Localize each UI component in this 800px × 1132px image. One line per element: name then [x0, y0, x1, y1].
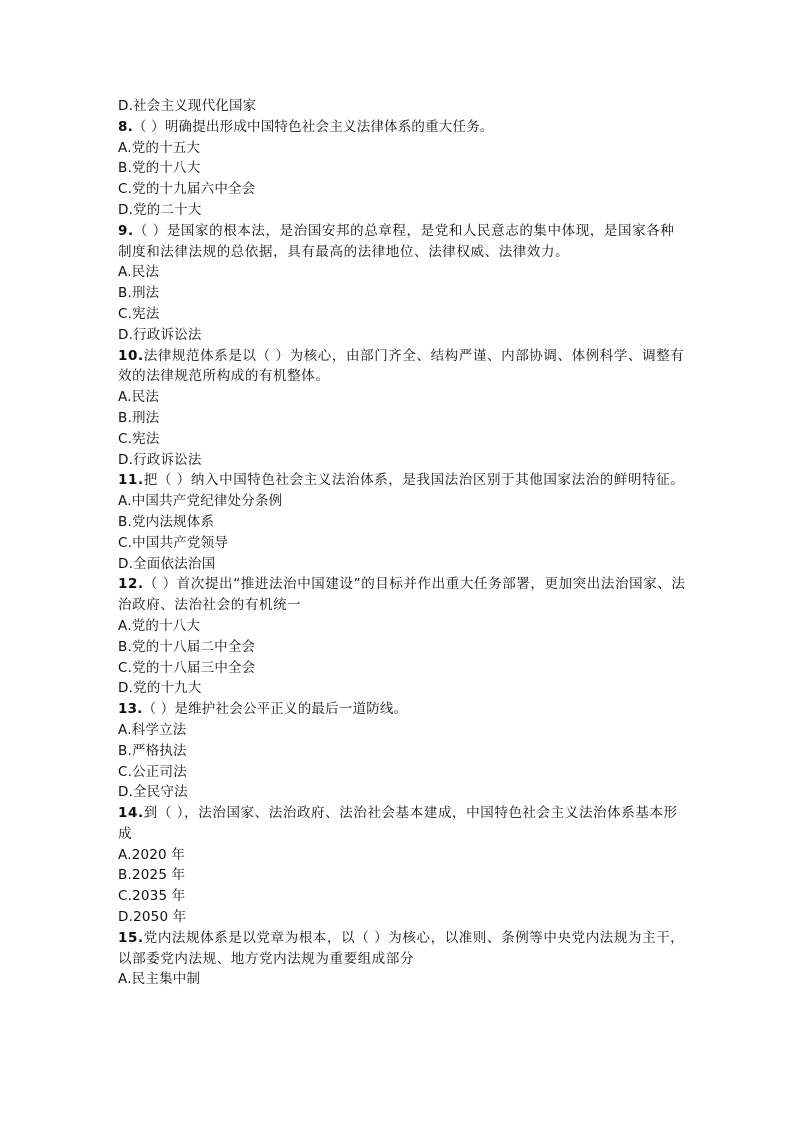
question-line — [118, 221, 688, 263]
option-line: D.行政诉讼法 — [118, 451, 202, 468]
question-line — [118, 928, 688, 970]
question-number: 12. — [118, 576, 144, 593]
option-line: B.刑法 — [118, 409, 160, 426]
option-line: D.行政诉讼法 — [118, 326, 202, 343]
option-line: D.社会主义现代化国家 — [118, 98, 257, 114]
question-number: 13. — [118, 701, 143, 718]
option-line: A.民法 — [118, 389, 160, 406]
option-line: C.宪法 — [118, 430, 160, 447]
option-line: C.2035 年 — [118, 888, 186, 905]
question-text: （ ）是维护社会公平正义的最后一道防线。 — [142, 701, 408, 718]
question-line — [118, 470, 688, 491]
question-text: （ ）明确提出形成中国特色社会主义法律体系的重大任务。 — [132, 118, 494, 135]
option-line: B.党内法规体系 — [118, 513, 215, 530]
option-line: A.民法 — [118, 264, 160, 281]
question-line — [118, 699, 688, 720]
question-text: 把（ ）纳入中国特色社会主义法治体系，是我国法治区别于其他国家法治的鲜明特征。 — [143, 472, 685, 489]
question-number: 10. — [118, 347, 144, 364]
option-line: C.党的十八届三中全会 — [118, 659, 256, 676]
question-number: 11. — [118, 472, 144, 489]
question-number: 14. — [118, 805, 144, 822]
question-line — [118, 574, 688, 616]
option-line: B.严格执法 — [118, 742, 187, 759]
option-line: C.党的十九届六中全会 — [118, 181, 256, 198]
question-number: 8. — [118, 118, 133, 135]
option-line: A.2020 年 — [118, 846, 186, 863]
option-line: C.宪法 — [118, 305, 160, 322]
question-number: 9. — [118, 222, 134, 239]
question-text: 到（ ），法治国家、法治政府、法治社会基本建成，中国特色社会主义法治体系基本形成 — [118, 805, 678, 842]
question-line — [118, 803, 688, 845]
option-line: D.党的二十大 — [118, 201, 202, 218]
option-line: D.全面依法治国 — [118, 555, 216, 572]
question-text: 法律规范体系是以（ ）为核心，由部门齐全、结构严谨、内部协调、体例科学、调整有效的法律规范所构成的有机整体。 — [118, 347, 685, 385]
option-line: A.民主集中制 — [118, 971, 201, 988]
option-line: D.全民守法 — [118, 784, 188, 801]
option-line: B.2025 年 — [118, 867, 186, 884]
question-text: 党内法规体系是以党章为根本，以（ ）为核心，以准则、条例等中央党内法规为主干，以部委党内法规、地方党内法规为重要组成部分 — [118, 929, 685, 967]
option-line: B.刑法 — [118, 285, 160, 302]
option-line: A.党的十五大 — [118, 139, 201, 156]
option-line: C.中国共产党领导 — [118, 534, 229, 551]
question-number: 15. — [118, 929, 144, 946]
option-line: B.党的十八届二中全会 — [118, 638, 256, 655]
question-line — [118, 117, 688, 138]
question-text: （ ）首次提出“推进法治中国建设”的目标并作出重大任务部署，更加突出法治国家、法治政府、法治社会的有机统一 — [118, 576, 686, 614]
option-line: B.党的十八大 — [118, 160, 201, 177]
option-line: D.2050 年 — [118, 909, 187, 926]
option-line: A.党的十八大 — [118, 617, 201, 634]
document-page — [118, 96, 688, 990]
option-line: C.公正司法 — [118, 763, 187, 780]
option-line: D.党的十九大 — [118, 680, 202, 697]
option-line: A.中国共产党纪律处分条例 — [118, 493, 283, 510]
option-line: A.科学立法 — [118, 721, 187, 738]
question-text: （ ）是国家的根本法，是治国安邦的总章程，是党和人民意志的集中体现，是国家各种制度和法律法规的总依据，具有最高的法律地位、法律权威、法律效力。 — [118, 222, 675, 260]
question-line — [118, 346, 688, 388]
